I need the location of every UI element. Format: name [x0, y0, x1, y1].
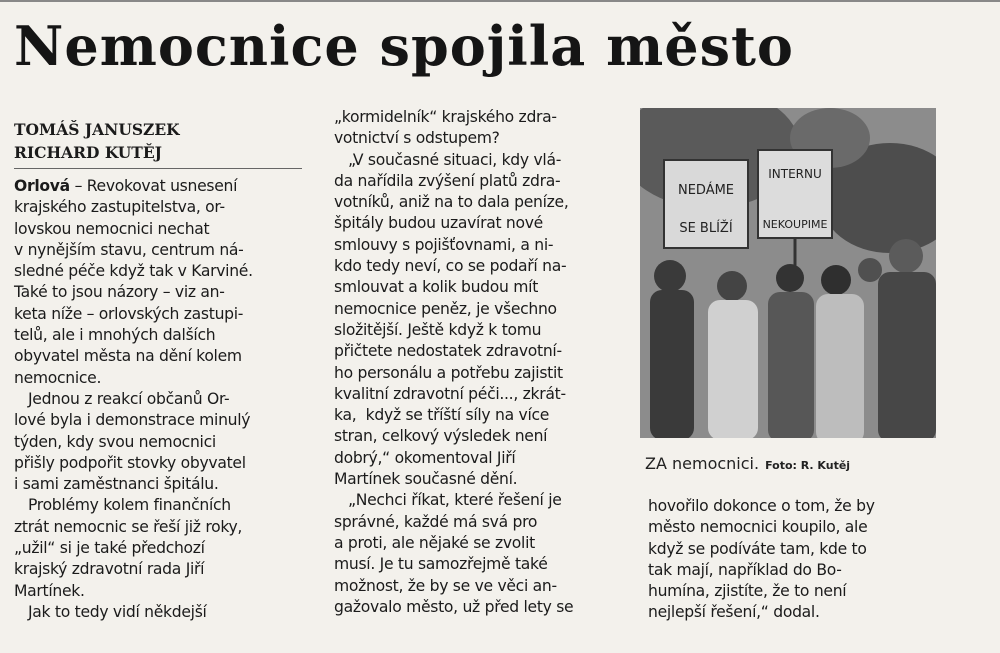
text-line: přičtete nedostatek zdravotní- — [334, 342, 562, 361]
text-line: dobrý,“ okomentoval Jiří — [334, 448, 516, 467]
text-line: ka, když se tříští síly na více — [334, 406, 550, 425]
photo-credit: Foto: R. Kutěj — [765, 459, 851, 472]
text-line: i sami zaměstnanci špitálu. — [14, 475, 219, 494]
text-line: smlouvat a kolik budou mít — [334, 278, 539, 297]
sign-text: SE BLÍŽÍ — [679, 221, 733, 236]
text-line: Problémy kolem finančních — [14, 496, 231, 515]
column-3 — [648, 496, 938, 624]
text-line: „V současné situaci, kdy vlá- — [334, 150, 562, 169]
text-line: kdo tedy neví, co se podaří na- — [334, 257, 567, 276]
text-line: musí. Je tu samozřejmě také — [334, 555, 548, 574]
text-line: kvalitní zdravotní péči..., zkrát- — [334, 384, 566, 403]
byline — [14, 118, 302, 169]
text-line: Jednou z reakcí občanů Or- — [14, 389, 230, 408]
text-line — [14, 176, 306, 197]
text-line: sledné péče když tak v Karviné. — [14, 262, 253, 281]
text-line: lové byla i demonstrace minulý — [14, 411, 251, 430]
text-line: lovskou nemocnici nechat — [14, 219, 210, 238]
headline: Nemocnice spojila město — [14, 14, 794, 78]
dateline: Orlová — [14, 177, 70, 195]
text-line: a proti, ale nějaké se zvolit — [334, 533, 535, 552]
text-line: gažovalo město, už před lety se — [334, 597, 574, 616]
text-line: telů, ale i mnohých dalších — [14, 326, 216, 345]
author-name: TOMÁŠ JANUSZEK — [14, 120, 180, 139]
text-line: votníků, aniž na to dala peníze, — [334, 193, 569, 212]
text-line: nemocnice. — [14, 368, 102, 387]
top-rule — [0, 0, 1000, 8]
text-line: krajský zdravotní rada Jiří — [14, 560, 205, 579]
text-line: keta níže – orlovských zastupi- — [14, 304, 244, 323]
text-line: ztrát nemocnic se řeší již roky, — [14, 517, 243, 536]
text-line: Také to jsou názory – viz an- — [14, 283, 225, 302]
text-line: stran, celkový výsledek není — [334, 427, 548, 446]
text-line: smlouvy s pojišťovnami, a ni- — [334, 235, 554, 254]
protest-photo-illustration — [640, 108, 936, 438]
author-name: RICHARD KUTĚJ — [14, 143, 162, 162]
text-line: Martínek současné dění. — [334, 470, 518, 489]
text-line: když se podíváte tam, kde to — [648, 539, 867, 558]
text-line: nejlepší řešení,“ dodal. — [648, 603, 820, 622]
text-line: hovořilo dokonce o tom, že by — [648, 497, 875, 515]
text-line: týden, kdy svou nemocnici — [14, 432, 216, 451]
text-line: v nynějším stavu, centrum ná- — [14, 240, 244, 259]
column-2 — [334, 107, 624, 618]
text-line: správné, každé má svá pro — [334, 512, 538, 531]
caption-text: ZA nemocnici. — [645, 454, 760, 473]
text-line: da nařídila zvýšení platů zdra- — [334, 171, 561, 190]
text-fragment: – Revokovat usnesení — [69, 177, 238, 195]
text-line: „užil“ si je také předchozí — [14, 539, 205, 558]
text-line: složitější. Ještě když k tomu — [334, 320, 542, 339]
text-line: Jak to tedy vidí někdejší — [14, 602, 207, 621]
text-line: „kormidelník“ krajského zdra- — [334, 108, 557, 126]
news-photo — [640, 108, 936, 438]
text-line: špitály budou uzavírat nové — [334, 214, 543, 233]
text-line: ho personálu a potřebu zajistit — [334, 363, 563, 382]
text-line: obyvatel města na dění kolem — [14, 347, 242, 366]
text-line: votnictví s odstupem? — [334, 129, 500, 148]
sign-text: INTERNU — [768, 167, 822, 181]
sign-text: NEKOUPIME — [762, 218, 828, 231]
protest-sign-left — [664, 160, 748, 248]
text-line: tak mají, například do Bo- — [648, 560, 842, 579]
column-1 — [14, 176, 306, 623]
photo-caption — [645, 454, 850, 473]
text-line: Martínek. — [14, 581, 85, 600]
text-line: přišly podpořit stovky obyvatel — [14, 453, 246, 472]
text-line: město nemocnici koupilo, ale — [648, 518, 868, 537]
text-line: nemocnice peněz, je všechno — [334, 299, 557, 318]
sign-text: NEDÁME — [677, 183, 735, 198]
text-line: krajského zastupitelstva, or- — [14, 198, 225, 217]
text-line: humína, zjistíte, že to není — [648, 582, 847, 601]
text-line: „Nechci říkat, které řešení je — [334, 491, 562, 510]
text-line: možnost, že by se ve věci an- — [334, 576, 557, 595]
